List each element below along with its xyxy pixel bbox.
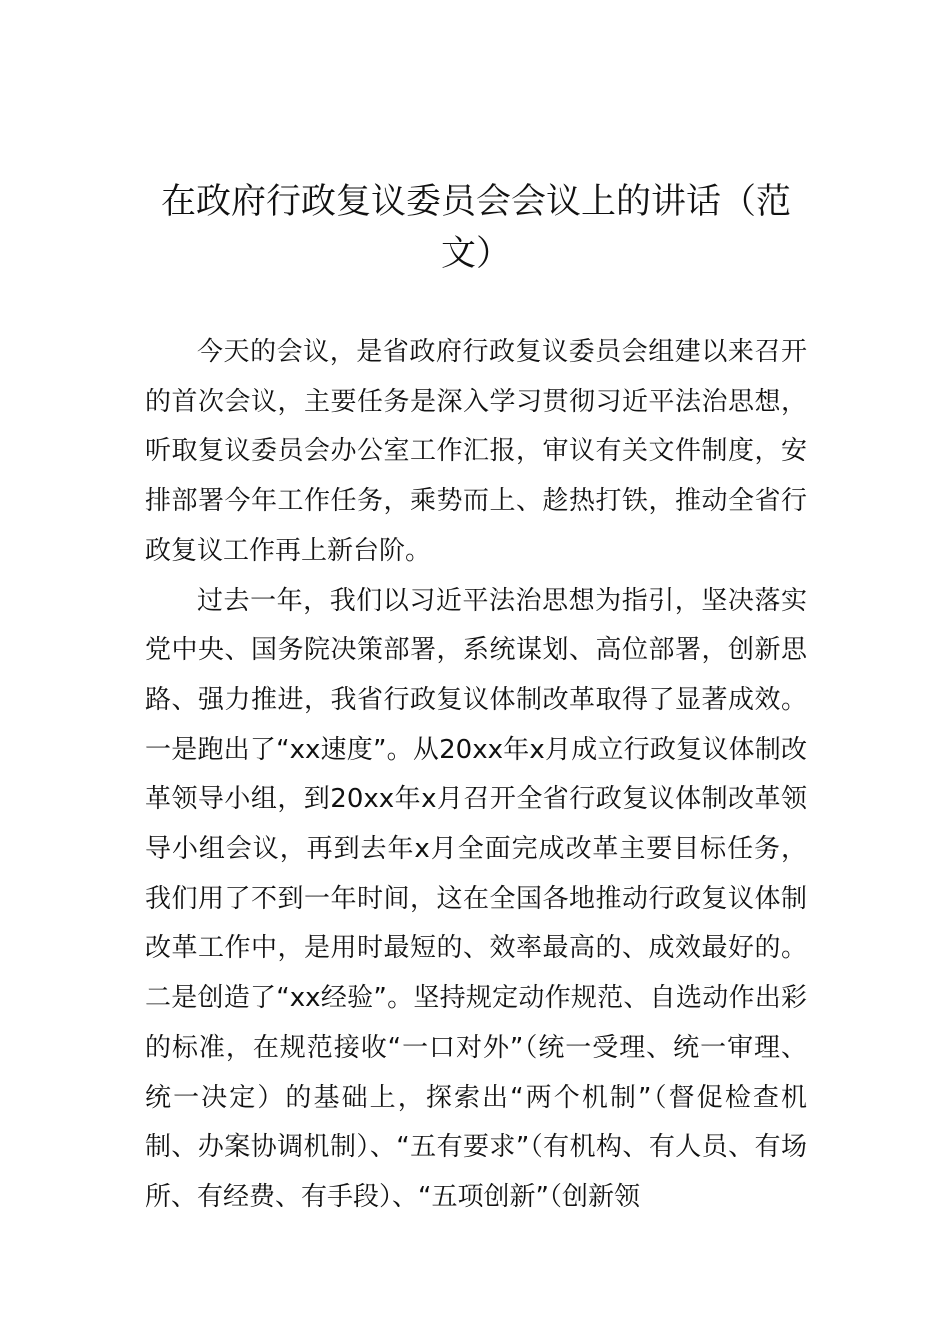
paragraph-1: 今天的会议，是省政府行政复议委员会组建以来召开的首次会议，主要任务是深入学习贯彻习近平法治思想，听取复议委员会办公室工作汇报，审议有关文件制度，安排部署今年工作任务，乘势而上、趁热打铁，推动全省行政复议工作再上新台阶。 bbox=[145, 337, 807, 566]
paragraph-2: 过去一年，我们以习近平法治思想为指引，坚决落实党中央、国务院决策部署，系统谋划、高位部署，创新思路、强力推进，我省行政复议体制改革取得了显著成效。一是跑出了“xx速度”。从20xx年x月成立行政复议体制改革领导小组，到20xx年x月召开全省行政复议体制改革领导小组会议，再到去年x月全面完成改革主要目标任务，我们用了不到一年时间，这在全国各地推动行政复议体制改革工作中，是用时最短的、效率最高的、成效最好的。二是创造了“xx经验”。坚持规定动作规范、自选动作出彩的标准，在规范接收“一口对外”（统一受理、统一审理、统一决定）的基础上，探索出“两个机制”（督促检查机制、办案协调机制）、“五有要求”（有机构、有人员、有场所、有经费、有手段）、“五项创新”（创新领 bbox=[145, 585, 807, 1212]
document-title: 在政府行政复议委员会会议上的讲话（范文） bbox=[160, 182, 791, 274]
document-body bbox=[145, 328, 807, 1223]
